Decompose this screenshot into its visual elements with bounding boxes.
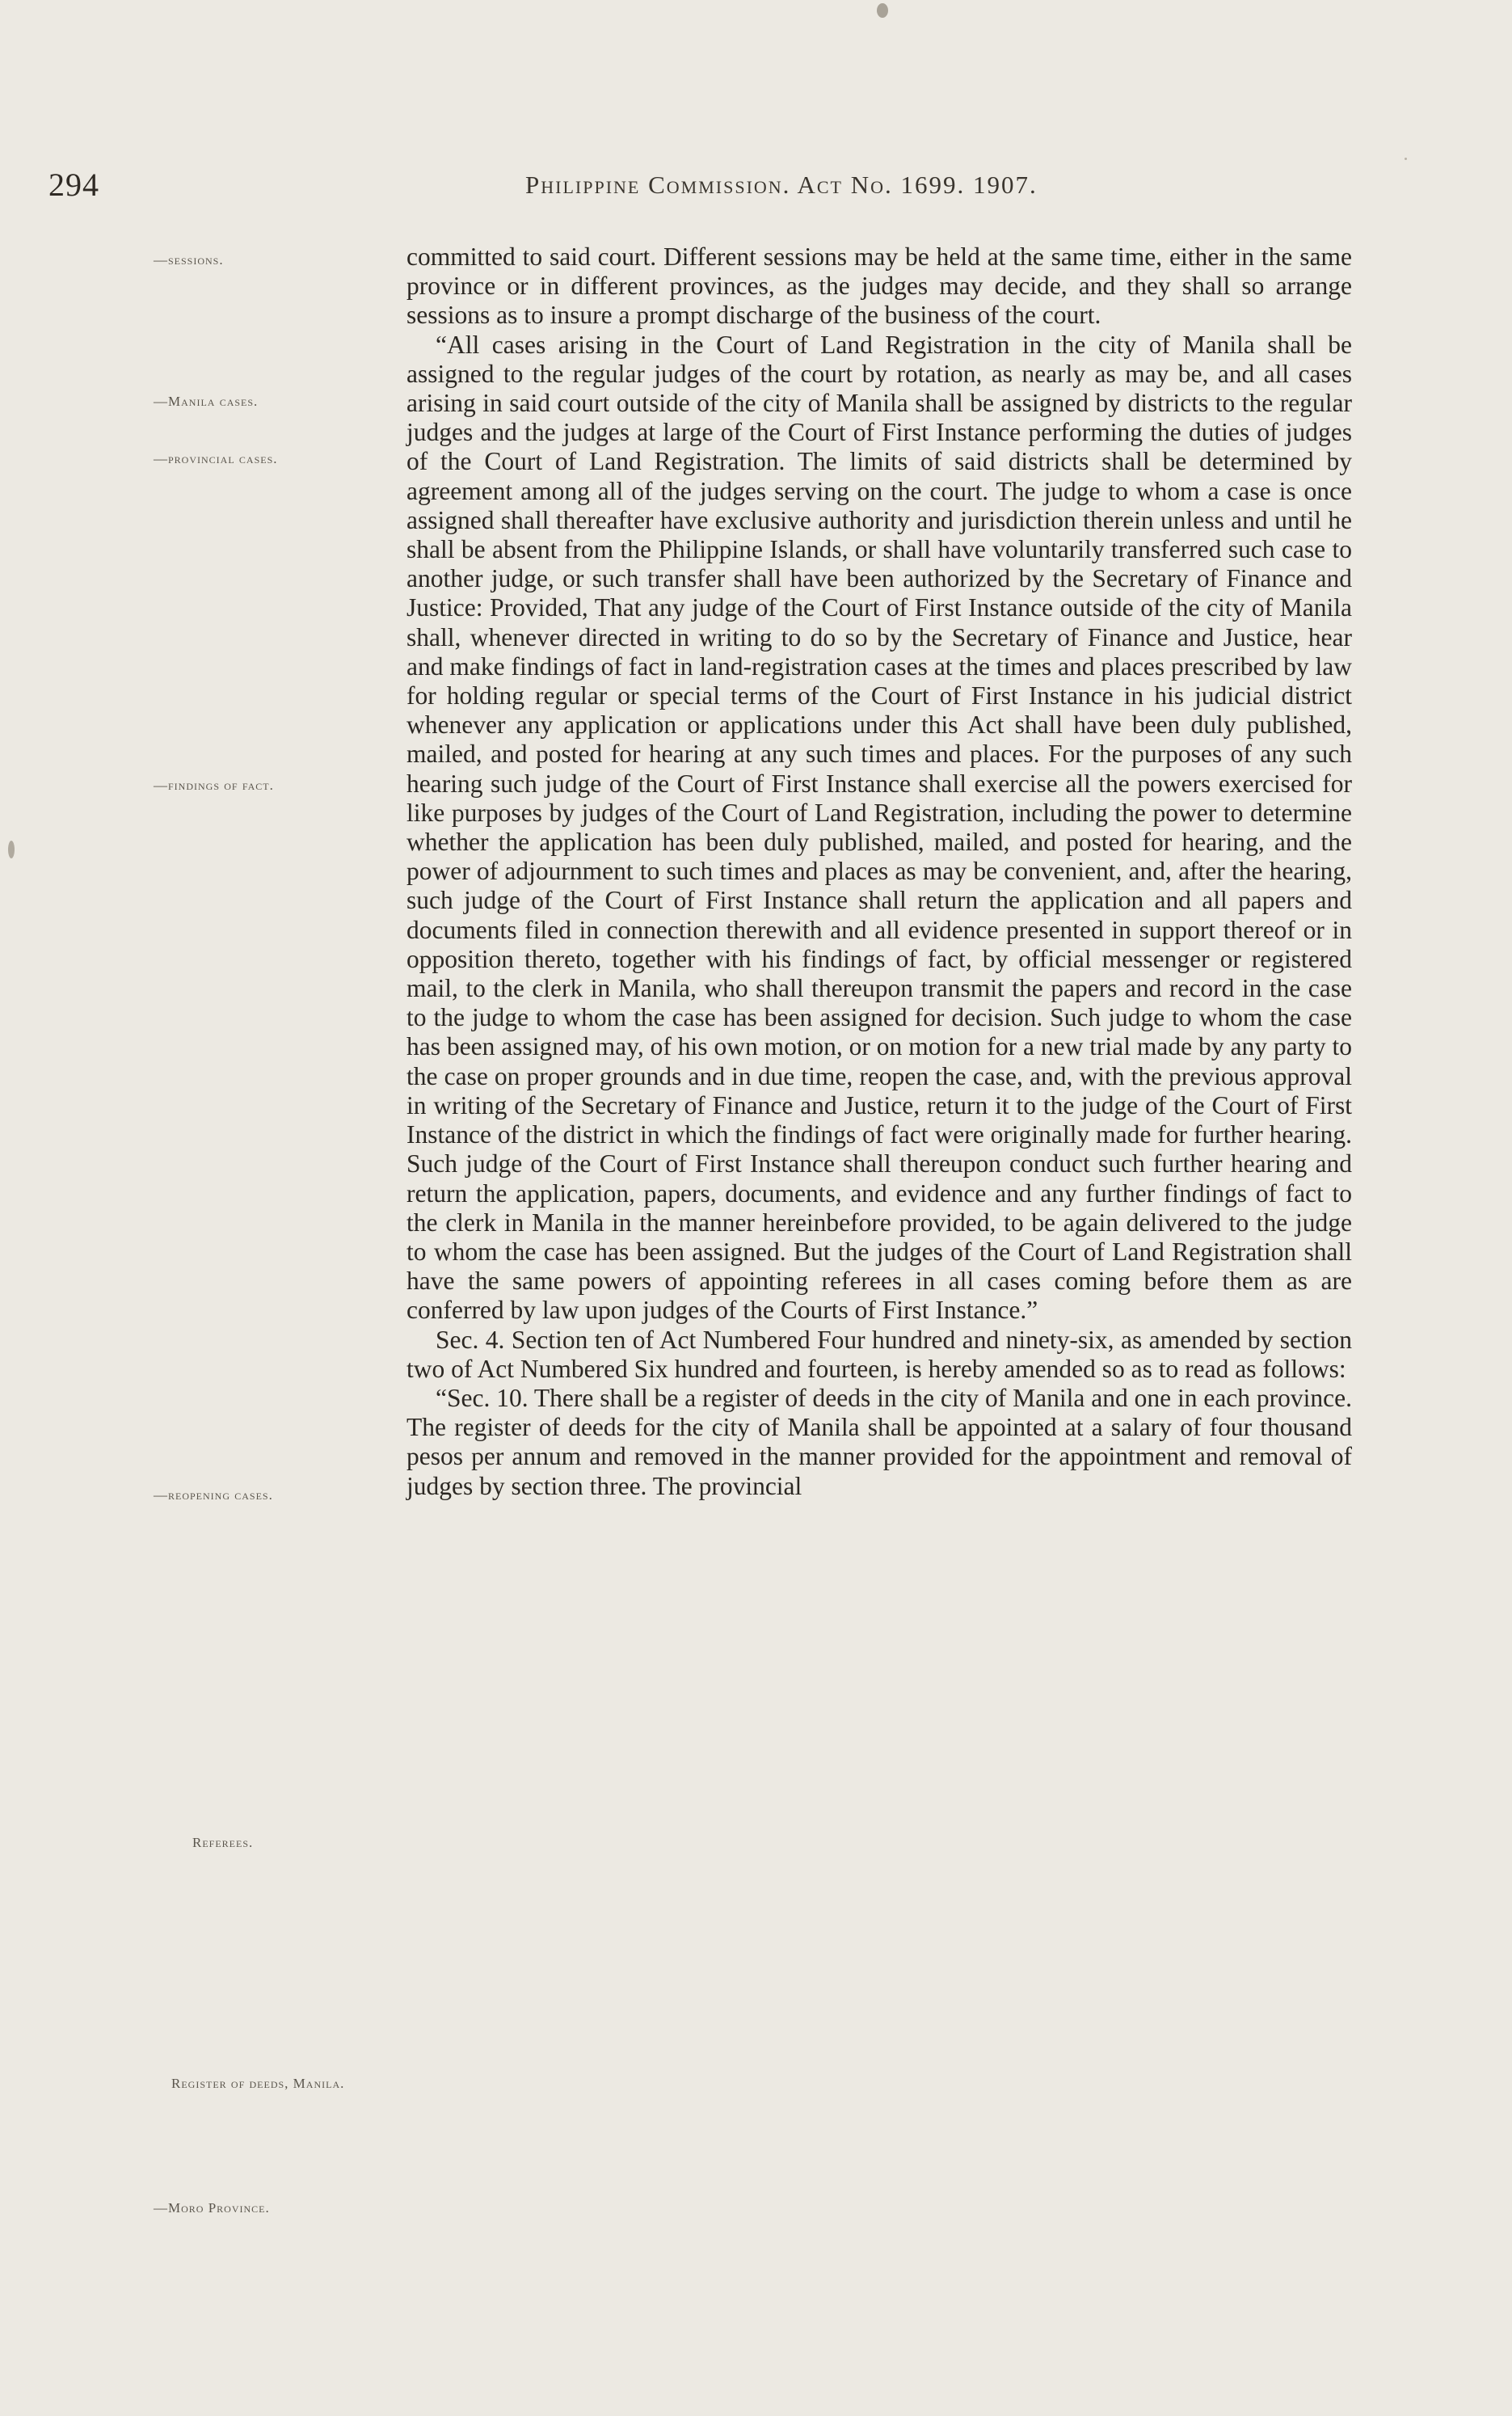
margin-notes <box>0 0 388 2416</box>
running-head: Philippine Commission. Act No. 1699. 1907. <box>525 171 1038 199</box>
scan-speck <box>1405 158 1407 160</box>
margin-note-sessions: —sessions. <box>154 252 224 268</box>
paragraph-section-10: “Sec. 10. There shall be a register of deeds in the city of Manila and one in each province. The register of deeds for the city of Manila shall be appointed at a salary of four thousand pesos per annum and removed in the manner provided for the appointment and removal of judges by section three. The provincial <box>406 1383 1352 1500</box>
scan-speck <box>877 3 888 18</box>
page-number: 294 <box>48 167 99 203</box>
margin-note-moro-province: —Moro Province. <box>154 2200 270 2216</box>
paragraph-sessions: committed to said court. Different sessions may be held at the same time, either in the same province or in different provinces, as the judges may decide, and they shall so arrange sessions as to insure a prompt discharge of the business of the court. <box>406 242 1352 330</box>
body-text <box>406 242 1352 1501</box>
margin-note-register-of-deeds: Register of deeds, Manila. <box>171 2076 345 2091</box>
margin-note-manila-cases: —Manila cases. <box>154 394 259 409</box>
margin-note-reopening-cases: —reopening cases. <box>154 1487 273 1503</box>
margin-note-referees: Referees. <box>192 1835 254 1850</box>
margin-note-findings-of-fact: —findings of fact. <box>154 778 274 793</box>
margin-note-provincial-cases: —provincial cases. <box>154 451 278 466</box>
paragraph-section-4: Sec. 4. Section ten of Act Numbered Four hundred and ninety-six, as amended by section two of Act Numbered Six hundred and fourteen, is hereby amended so as to read as follows: <box>406 1325 1352 1383</box>
paragraph-case-assignment: “All cases arising in the Court of Land Registration in the city of Manila shall be assigned to the regular judges of the court by rotation, as nearly as may be, and all cases arising in said court outside of the city of Manila shall be assigned by districts to the regular judges and the judges at large of the Court of First Instance performing the duties of judges of the Court of Land Registration. The limits of said districts shall be determined by agreement among all of the judges serving on the court. The judge to whom a case is once assigned shall thereafter have exclusive authority and jurisdiction therein unless and until he shall be absent from the Philippine Islands, or shall have voluntarily transferred such case to another judge, or such transfer shall have been authorized by the Secretary of Finance and Justice: Provided, That any judge of the Court of First Instance outside of the city of Manila shall, whenever directed in writing to do so by the Secretary of Finance and Justice, hear and make findings of fact in land-registration cases at the times and places prescribed by law for holding regular or special terms of the Court of First Instance in his judicial district whenever any application or applications under this Act shall have been duly published, mailed, and posted for hearing at any such times and places. For the purposes of any such hearing such judge of the Court of First Instance shall exercise all the powers exercised for like purposes by judges of the Court of Land Registration, including the power to determine whether the application has been duly published, mailed, and posted for hearing, and the power of adjournment to such times and places as may be convenient, and, after the hearing, such judge of the Court of First Instance shall return the application and all papers and documents filed in connection therewith and all evidence presented in support thereof or in opposition thereto, together with his findings of fact, by official messenger or registered mail, to the clerk in Manila, who shall thereupon transmit the papers and record in the case to the judge to whom the case has been assigned for decision. Such judge to whom the case has been assigned may, of his own motion, or on motion for a new trial made by any party to the case on proper grounds and in due time, reopen the case, and, with the previous approval in writing of the Secretary of Finance and Justice, return it to the judge of the Court of First Instance of the district in which the findings of fact were originally made for further hearing. Such judge of the Court of First Instance shall thereupon conduct such further hearing and return the application, papers, documents, and evidence and any further findings of fact to the clerk in Manila in the manner hereinbefore provided, to be again delivered to the judge to whom the case has been assigned. But the judges of the Court of Land Registration shall have the same powers of appointing referees in all cases coming before them as are conferred by law upon judges of the Courts of First Instance.” <box>406 330 1352 1325</box>
